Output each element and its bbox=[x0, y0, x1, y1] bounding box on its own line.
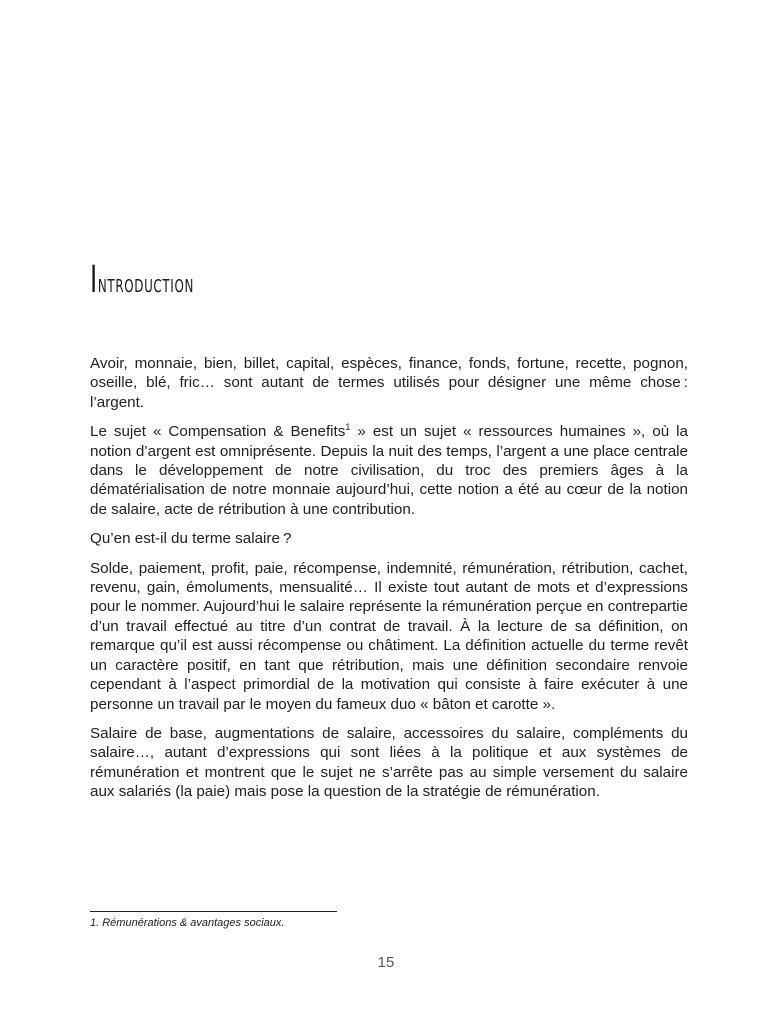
footnote-reference: 1 bbox=[345, 422, 351, 433]
footnote-divider bbox=[90, 911, 337, 912]
paragraph-2-start: Le sujet « Compensation & Benefits bbox=[90, 423, 346, 441]
paragraph-4: Solde, paiement, profit, paie, récompense, indemnité, rémunération, rétribution, cachet, revenu, gain, émoluments, mensualité… Il existe tout autant de mots et d’expressions pour le nommer. Aujourd’hui le salaire représente la rémunération perçue en contrepartie d’un travail effectué au titre d’un contrat de travail. À la lecture de sa définition, on remarque qu’il est aussi récompense ou châtiment. La définition actuelle du terme revêt un caractère positif, en tant que rétribution, mais une définition secondaire renvoie cependant à l’aspect primordial de la motivation qui consiste à faire exécuter à une personne un travail par le moyen du fameux duo « bâton et carotte ». bbox=[90, 559, 688, 713]
body-text bbox=[90, 354, 688, 812]
chapter-title-initial: I bbox=[90, 258, 98, 301]
chapter-title-rest: ntroduction bbox=[97, 269, 195, 298]
paragraph-3: Qu’en est-il du terme salaire ? bbox=[90, 530, 292, 548]
paragraph-2-end: » est un sujet « ressources humaines », où la notion d’argent est omniprésente. Depuis la nuit des temps, l’argent a une place centrale dans le développement de notre civilisation, du troc des premiers âges à la dématérialisation de notre monnaie aujourd’hui, cette notion a été au cœur de la notion de salaire, acte de rétribution à une contribution. bbox=[90, 423, 688, 518]
chapter-title bbox=[90, 258, 194, 301]
paragraph-2 bbox=[90, 422, 688, 519]
footnote: 1. Rémunérations & avantages sociaux. bbox=[90, 917, 285, 929]
paragraph-5: Salaire de base, augmentations de salaire, accessoires du salaire, compléments du salaire…, autant d’expressions qui sont liées à la politique et aux systèmes de rémunération et montrent que le sujet ne s’arrête pas au simple versement du salaire aux salariés (la paie) mais pose la question de la stratégie de rémunération. bbox=[90, 724, 688, 801]
paragraph-1: Avoir, monnaie, bien, billet, capital, espèces, finance, fonds, fortune, recette, pognon, oseille, blé, fric… sont autant de termes utilisés pour désigner une même chose : l’argent. bbox=[90, 355, 688, 411]
page-number: 15 bbox=[377, 954, 395, 971]
